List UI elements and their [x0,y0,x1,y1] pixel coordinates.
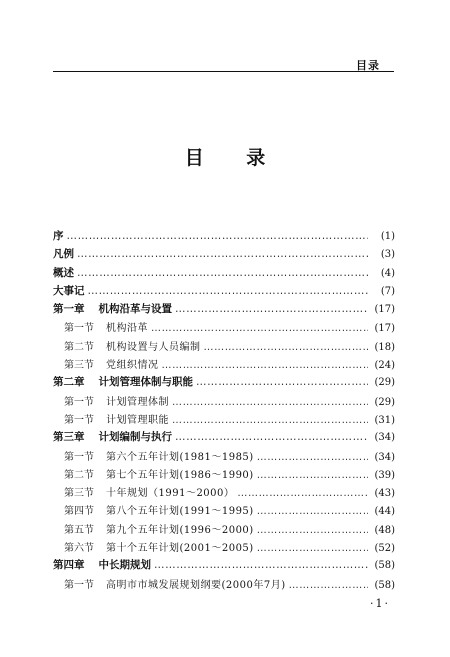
toc-entry-page: (44) [374,506,395,518]
dot-leader [162,360,369,371]
toc-entry-number: 第三节 [64,488,94,500]
toc-section-entry[interactable] [53,521,395,539]
toc-entry-label [64,338,201,353]
toc-section-entry[interactable] [53,338,395,356]
toc-list [53,228,395,594]
toc-entry-number: 第二章 [53,376,85,389]
toc-entry-number: 第一章 [53,303,85,316]
toc-entry-number: 第四节 [64,506,94,518]
toc-entry-title: 高明市市城发展规划纲要(2000年7月) [106,579,286,591]
toc-section-entry[interactable] [53,448,395,466]
toc-entry-title: 序 [53,230,64,242]
toc-entry-page: (34) [374,451,395,463]
toc-entry-label [53,228,64,243]
toc-entry-number: 第一节 [64,396,94,408]
dot-leader [151,323,368,334]
toc-entry-title: 计划管理职能 [106,414,169,426]
toc-entry-number: 第四章 [53,559,85,572]
toc-entry-label [64,411,169,426]
toc-entry-page: (18) [374,341,395,353]
toc-entry-page: (17) [374,304,395,316]
toc-entry-title: 计划管理体制 [106,396,169,408]
dot-leader [172,415,368,426]
dot-leader [257,543,368,554]
toc-entry-label [53,557,151,572]
toc-entry-page: (29) [374,396,395,408]
dot-leader [257,452,368,463]
toc-chapter-entry[interactable] [53,374,395,392]
toc-entry-label [64,539,254,554]
toc-entry-label [64,356,159,371]
dot-leader [237,488,368,499]
toc-entry-page: (52) [374,543,395,555]
toc-entry-page: (17) [374,323,395,335]
toc-entry-title: 第九个五年计划(1996～2000) [106,524,254,536]
toc-entry-title: 计划编制与执行 [98,431,172,444]
dot-leader [196,376,368,388]
toc-entry-label [53,265,74,280]
dot-leader [77,248,368,260]
toc-entry-number: 第三节 [64,360,94,372]
toc-entry-page: (58) [374,560,395,572]
toc-entry-number: 第一节 [64,579,94,591]
toc-chapter-entry[interactable] [53,557,395,575]
toc-entry-title: 第七个五年计划(1986～1990) [106,469,254,481]
toc-entry-page: (4) [380,267,395,279]
toc-section-entry[interactable] [53,466,395,484]
dot-leader [67,230,369,242]
toc-section-entry[interactable] [53,502,395,520]
toc-entry-title: 十年规划（1991～2000） [106,488,235,500]
dot-leader [175,431,368,443]
toc-entry-page: (39) [374,469,395,481]
toc-entry-label [64,319,148,334]
toc-section-entry[interactable] [53,484,395,502]
toc-entry-label [64,393,169,408]
toc-entry-title: 第八个五年计划(1991～1995) [106,506,254,518]
toc-section-entry[interactable] [53,356,395,374]
page-number: ·1· [370,597,390,610]
toc-entry-label [64,521,254,536]
running-title: 目录 [356,59,380,72]
toc-entry-label [53,429,172,444]
toc-entry-label [64,576,286,591]
toc-entry-number: 第一节 [64,451,94,463]
dot-leader [257,506,368,517]
toc-entry-title: 中长期规划 [98,559,151,572]
toc-entry-number: 第六节 [64,543,94,555]
toc-section-entry[interactable] [53,319,395,337]
toc-chapter-entry[interactable] [53,228,395,246]
dot-leader [77,267,368,279]
dot-leader [175,303,368,315]
toc-entry-label [53,283,85,298]
toc-entry-label [64,466,254,481]
toc-section-entry[interactable] [53,411,395,429]
toc-entry-page: (7) [380,285,395,297]
toc-section-entry[interactable] [53,539,395,557]
toc-entry-title: 第十个五年计划(2001～2005) [106,543,254,555]
toc-entry-title: 凡例 [53,248,74,261]
dot-leader [154,559,368,571]
toc-section-entry[interactable] [53,576,395,594]
toc-entry-title: 大事记 [53,284,85,297]
toc-entry-title: 机构沿革与设置 [98,303,172,316]
toc-entry-title: 机构沿革 [106,323,148,335]
toc-chapter-entry[interactable] [53,301,395,319]
toc-entry-page: (3) [380,249,395,261]
dot-leader [257,470,368,481]
toc-entry-title: 党组织情况 [106,360,159,372]
toc-entry-page: (48) [374,524,395,536]
toc-entry-label [64,484,234,499]
header-rule [53,71,394,72]
page-title: 目 录 [184,147,284,169]
toc-chapter-entry[interactable] [53,283,395,301]
toc-entry-title: 第六个五年计划(1981～1985) [106,451,254,463]
toc-entry-page: (1) [380,231,395,242]
toc-entry-page: (24) [374,360,395,372]
dot-leader [88,285,369,297]
dot-leader [172,397,368,408]
toc-section-entry[interactable] [53,393,395,411]
dot-leader [257,525,368,536]
toc-entry-title: 计划管理体制与职能 [98,376,193,389]
toc-entry-number: 第三章 [53,431,85,444]
toc-entry-number: 第一节 [64,323,94,335]
toc-entry-number: 第一节 [64,414,94,426]
toc-chapter-entry[interactable] [53,265,395,283]
toc-entry-page: (29) [374,377,395,389]
toc-entry-label [53,246,74,261]
toc-entry-title: 机构设置与人员编制 [106,341,201,353]
toc-entry-page: (43) [374,488,395,500]
toc-chapter-entry[interactable] [53,429,395,447]
dot-leader [289,580,368,591]
toc-entry-page: (34) [374,432,395,444]
toc-entry-page: (31) [374,414,395,426]
toc-entry-title: 概述 [53,266,74,279]
toc-entry-label [64,502,254,517]
toc-entry-number: 第二节 [64,469,94,481]
toc-entry-number: 第五节 [64,524,94,536]
toc-entry-number: 第二节 [64,341,94,353]
toc-entry-label [53,374,193,389]
toc-entry-page: (58) [374,579,395,591]
toc-chapter-entry[interactable] [53,246,395,264]
toc-entry-label [64,448,254,463]
dot-leader [204,342,369,353]
toc-entry-label [53,301,172,316]
